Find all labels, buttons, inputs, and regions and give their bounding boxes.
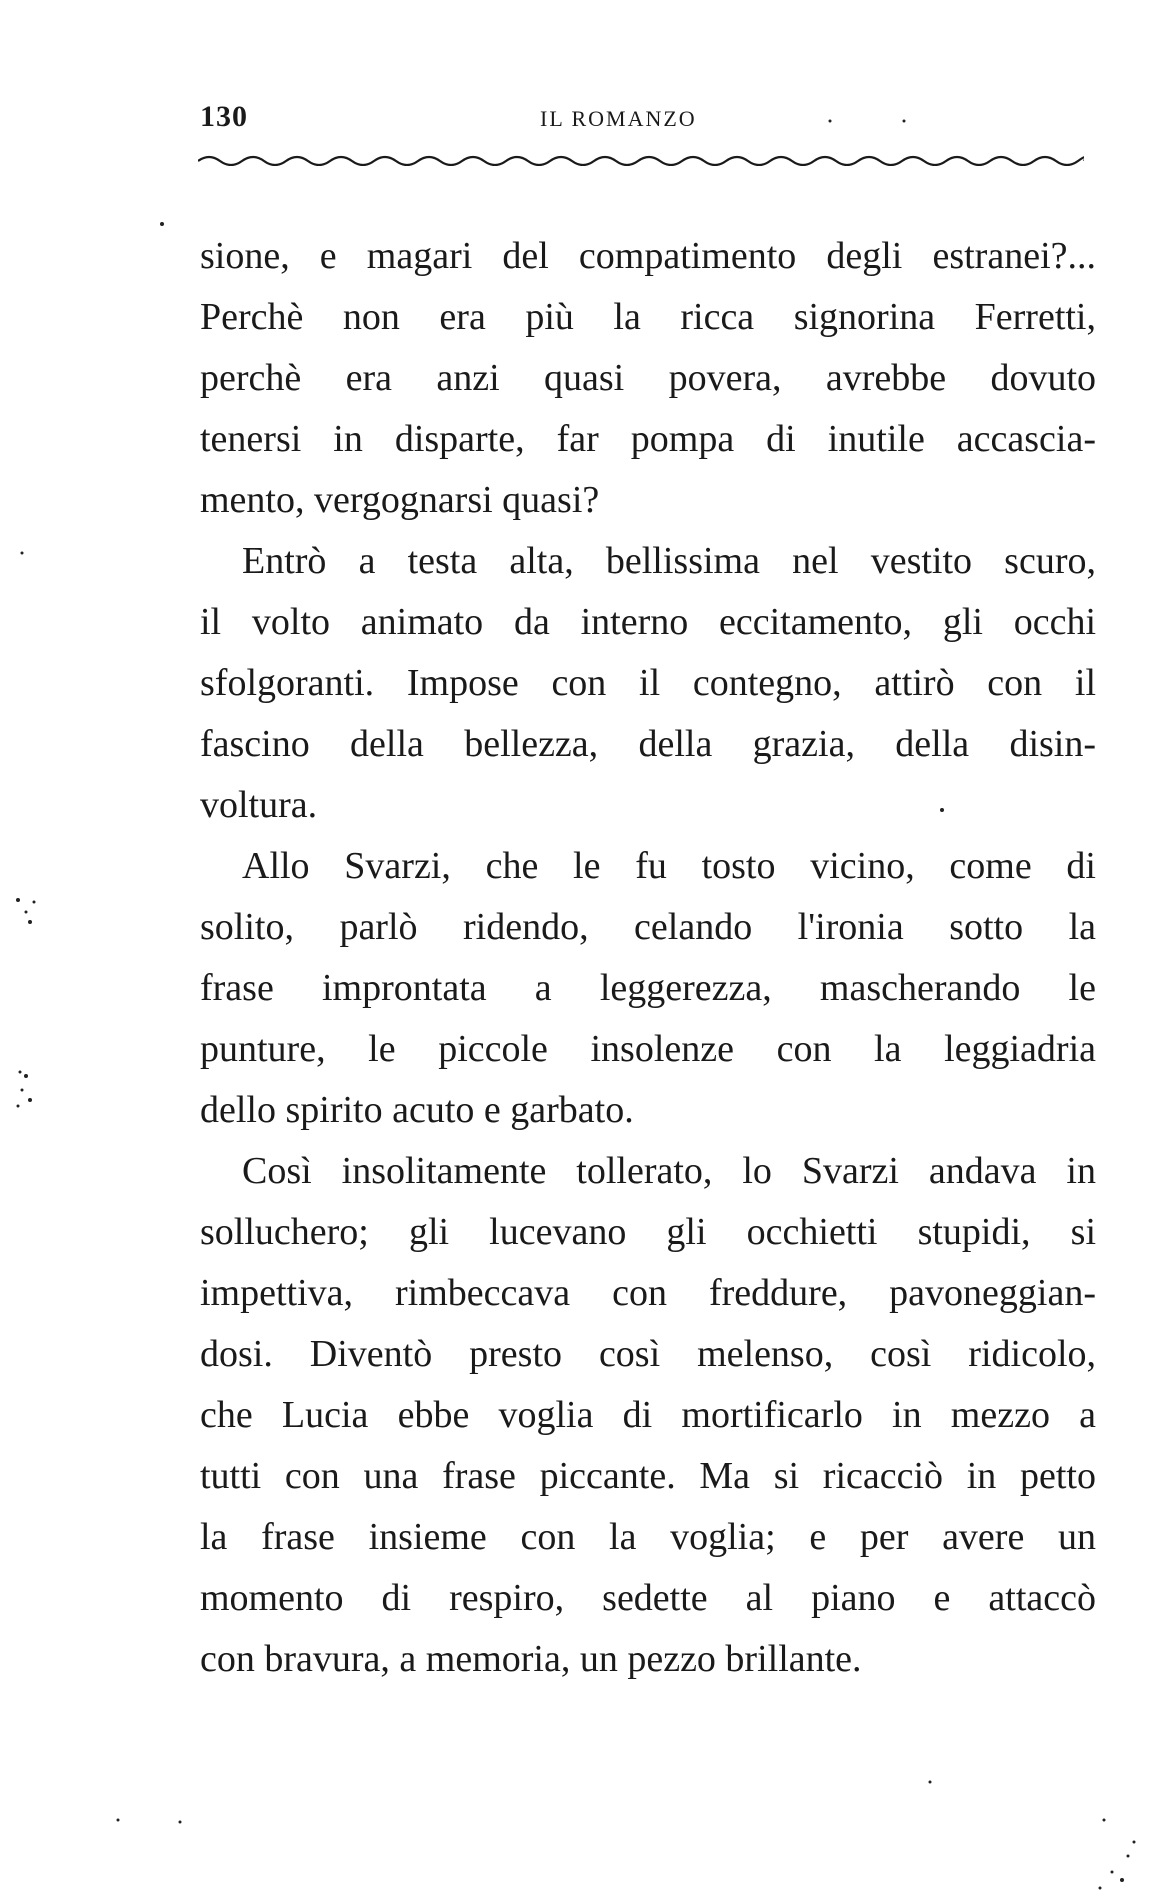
- text-line: punture, le piccole insolenze con la leggiadria: [200, 1028, 1096, 1070]
- text-line: Entrò a testa alta, bellissima nel vestito scuro,: [242, 540, 1096, 582]
- running-title: IL ROMANZO: [540, 106, 697, 131]
- text-line: frase improntata a leggerezza, mascherando le: [200, 967, 1096, 1009]
- text-line: mento, vergognarsi quasi?: [200, 479, 600, 521]
- text-line: tutti con una frase piccante. Ma si ricacciò in petto: [200, 1455, 1096, 1497]
- text-line: dello spirito acuto e garbato.: [200, 1089, 634, 1131]
- text-line: impettiva, rimbeccava con freddure, pavoneggian-: [200, 1272, 1096, 1314]
- text-line: sione, e magari del compatimento degli estranei?...: [200, 235, 1096, 277]
- text-line: perchè era anzi quasi povera, avrebbe dovuto: [200, 357, 1096, 399]
- text-line: la frase insieme con la voglia; e per avere un: [200, 1516, 1096, 1558]
- text-line: con bravura, a memoria, un pezzo brillante.: [200, 1638, 862, 1680]
- text-line: che Lucia ebbe voglia di mortificarlo in mezzo a: [200, 1394, 1096, 1436]
- text-line: Perchè non era più la ricca signorina Ferretti,: [200, 296, 1096, 338]
- text-line: Così insolitamente tollerato, lo Svarzi andava in: [242, 1150, 1096, 1192]
- text-line: sfolgoranti. Impose con il contegno, attirò con il: [200, 662, 1096, 704]
- text-line: Allo Svarzi, che le fu tosto vicino, come di: [242, 845, 1096, 887]
- text-line: voltura.: [200, 784, 318, 826]
- text-line: solluchero; gli lucevano gli occhietti stupidi, si: [200, 1211, 1096, 1253]
- text-line: momento di respiro, sedette al piano e attaccò: [200, 1577, 1096, 1619]
- text-line: fascino della bellezza, della grazia, della disin-: [200, 723, 1096, 765]
- page-number: 130: [200, 100, 248, 133]
- ornamental-rule: [198, 152, 1084, 166]
- text-line: solito, parlò ridendo, celando l'ironia sotto la: [200, 906, 1096, 948]
- body-text: [200, 226, 1096, 1690]
- text-line: dosi. Diventò presto così melenso, così ridicolo,: [200, 1333, 1096, 1375]
- running-head: [200, 100, 1082, 140]
- text-line: tenersi in disparte, far pompa di inutile accascia-: [200, 418, 1096, 460]
- text-line: il volto animato da interno eccitamento, gli occhi: [200, 601, 1096, 643]
